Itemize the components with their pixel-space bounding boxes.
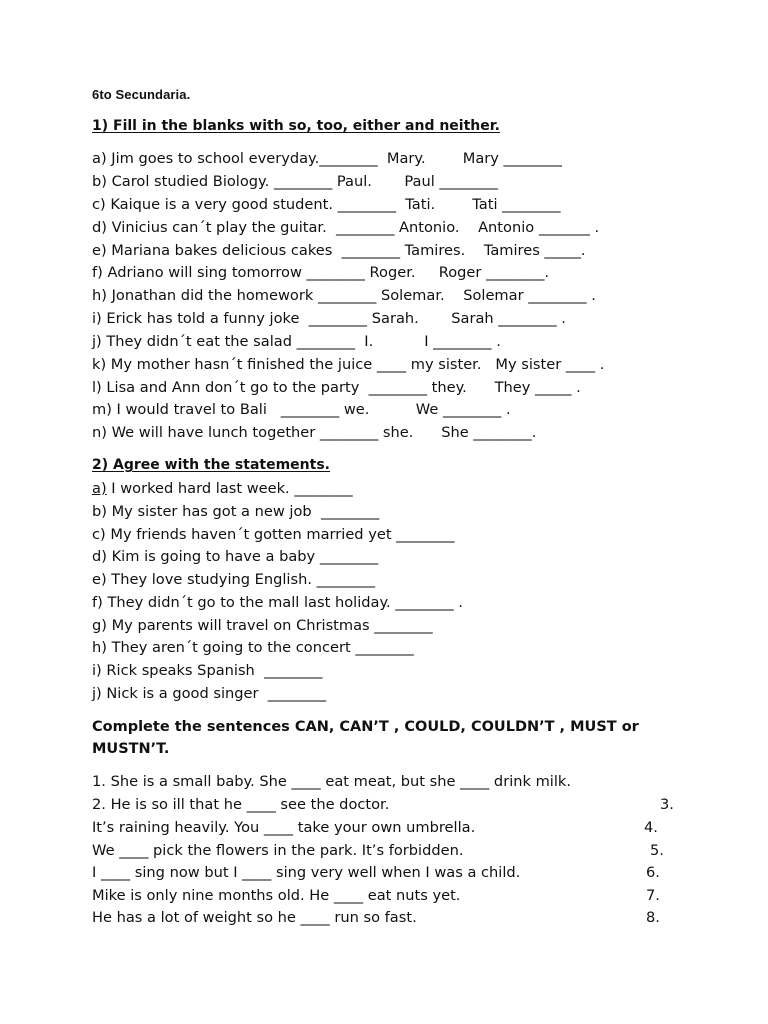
section-3-title: Complete the sentences CAN, CAN’T , COULD, COULDN’T , MUST or MUSTN’T.: [92, 719, 639, 757]
exercise-1-item: l) Lisa and Ann don´t go to the party ________ they. They _____ .: [92, 379, 581, 396]
exercise-1-item: e) Mariana bakes delicious cakes ________ Tamires. Tamires _____.: [92, 242, 586, 259]
exercise-2-item: j) Nick is a good singer ________: [92, 685, 327, 702]
exercise-1-item: c) Kaique is a very good student. ________ Tati. Tati ________: [92, 196, 561, 213]
item-label: a): [92, 480, 107, 497]
exercise-3-item: 2. He is so ill that he ____ see the doctor.: [92, 796, 390, 813]
section-2-title-end: .: [324, 457, 330, 473]
exercise-1-item: n) We will have lunch together ________ she. She ________.: [92, 424, 537, 441]
exercise-2-item: h) They aren´t going to the concert ________: [92, 639, 414, 656]
exercise-2-item: f) They didn´t go to the mall last holiday. ________ .: [92, 594, 463, 611]
item-number: 5.: [650, 842, 664, 859]
item-number: 8.: [646, 909, 660, 926]
exercise-2-item: c) My friends haven´t gotten married yet ________: [92, 526, 455, 543]
exercise-3-item: He has a lot of weight so he ____ run so fast.: [92, 909, 417, 926]
exercise-2-item: e) They love studying English. ________: [92, 571, 375, 588]
exercise-2-item: g) My parents will travel on Christmas ________: [92, 617, 433, 634]
exercise-1-item: j) They didn´t eat the salad ________ I. I ________ .: [92, 333, 501, 350]
exercise-3-item: We ____ pick the flowers in the park. It’s forbidden.: [92, 842, 464, 859]
exercise-1-item: h) Jonathan did the homework ________ Solemar. Solemar ________ .: [92, 287, 596, 304]
exercise-1-item: a) Jim goes to school everyday.________ Mary. Mary ________: [92, 150, 562, 167]
exercise-1-item: d) Vinicius can´t play the guitar. ________ Antonio. Antonio _______ .: [92, 219, 600, 236]
exercise-1-item: b) Carol studied Biology. ________ Paul. Paul ________: [92, 173, 498, 190]
section-1-title: 1) Fill in the blanks with so, too, either and neither: [92, 118, 495, 134]
item-number: 6.: [646, 864, 660, 881]
exercise-3-item: Mike is only nine months old. He ____ eat nuts yet.: [92, 887, 461, 904]
exercise-3-item: It’s raining heavily. You ____ take your own umbrella.: [92, 819, 476, 836]
item-number: 3.: [660, 796, 674, 813]
exercise-2-item: b) My sister has got a new job ________: [92, 503, 380, 520]
section-2-heading: [92, 457, 330, 473]
exercise-2-item: d) Kim is going to have a baby ________: [92, 548, 379, 565]
exercise-1-item: f) Adriano will sing tomorrow ________ Roger. Roger ________.: [92, 264, 550, 281]
exercise-1-item: i) Erick has told a funny joke ________ Sarah. Sarah ________ .: [92, 310, 566, 327]
exercise-1-item: k) My mother hasn´t finished the juice ____ my sister. My sister ____ .: [92, 356, 605, 373]
exercise-2-item: [92, 480, 353, 498]
exercise-3-item: I ____ sing now but I ____ sing very well when I was a child.: [92, 864, 521, 881]
exercise-2-item: i) Rick speaks Spanish ________: [92, 662, 323, 679]
section-2-title: 2) Agree with the statements: [92, 457, 325, 473]
exercise-3-item: 1. She is a small baby. She ____ eat meat, but she ____ drink milk.: [92, 773, 572, 790]
section-1-title-end: .: [494, 118, 500, 134]
exercise-1-item: m) I would travel to Bali ________ we. We ________ .: [92, 401, 511, 418]
item-text: I worked hard last week. ________: [106, 480, 353, 497]
section-1-heading: [92, 118, 500, 134]
item-number: 4.: [644, 819, 658, 836]
grade-label: 6to Secundaria.: [92, 87, 191, 102]
item-number: 7.: [646, 887, 660, 904]
